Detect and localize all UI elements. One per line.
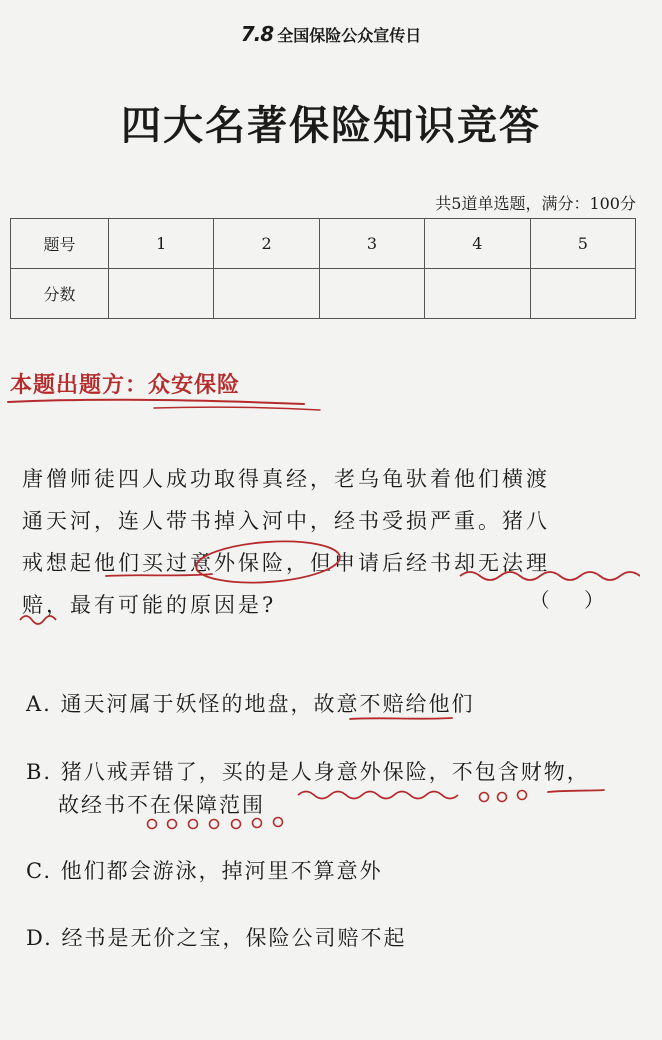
score-cell-3[interactable] <box>319 269 424 319</box>
option-c[interactable]: C. 他们都会游泳，掉河里不算意外 <box>26 859 383 883</box>
brand-logo: 7.8 <box>240 22 274 46</box>
question-number-5: 5 <box>530 219 635 269</box>
score-cell-2[interactable] <box>214 269 319 319</box>
row-label-question-number: 题号 <box>11 219 109 269</box>
quiz-meta: 共5道单选题，满分：100分 <box>435 194 636 213</box>
option-b-line-1: B. 猪八戒弄错了，买的是人身意外保险，不包含财物， <box>26 760 590 784</box>
score-cell-1[interactable] <box>109 269 214 319</box>
question-line-3: 戒想起他们买过意外保险，但申请后经书却无法理 <box>22 551 550 575</box>
score-cell-4[interactable] <box>425 269 530 319</box>
option-b-line-2: 故经书不在保障范围 <box>58 793 265 817</box>
question-line-1: 唐僧师徒四人成功取得真经，老乌龟驮着他们横渡 <box>22 467 550 491</box>
question-number-4: 4 <box>425 219 530 269</box>
question-number-2: 2 <box>214 219 319 269</box>
page-title: 四大名著保险知识竞答 <box>121 103 541 149</box>
option-a[interactable]: A. 通天河属于妖怪的地盘，故意不赔给他们 <box>26 692 475 716</box>
answer-parentheses[interactable]: （ ） <box>529 588 618 612</box>
score-table-row-numbers <box>11 219 636 269</box>
row-label-score: 分数 <box>11 269 109 319</box>
issuer-label: 本题出题方：众安保险 <box>10 373 241 398</box>
option-d[interactable]: D. 经书是无价之宝，保险公司赔不起 <box>26 926 407 950</box>
question-number-3: 3 <box>319 219 424 269</box>
score-table <box>10 218 636 319</box>
question-line-4: 赔，最有可能的原因是? <box>22 593 277 617</box>
brand-text: 全国保险公众宣传日 <box>277 25 422 45</box>
question-line-2: 通天河，连人带书掉入河中，经书受损严重。猪八 <box>22 509 550 533</box>
option-b[interactable] <box>26 756 632 822</box>
question-number-1: 1 <box>109 219 214 269</box>
brand-header <box>0 22 662 46</box>
score-cell-5[interactable] <box>530 269 635 319</box>
score-table-row-scores <box>11 269 636 319</box>
